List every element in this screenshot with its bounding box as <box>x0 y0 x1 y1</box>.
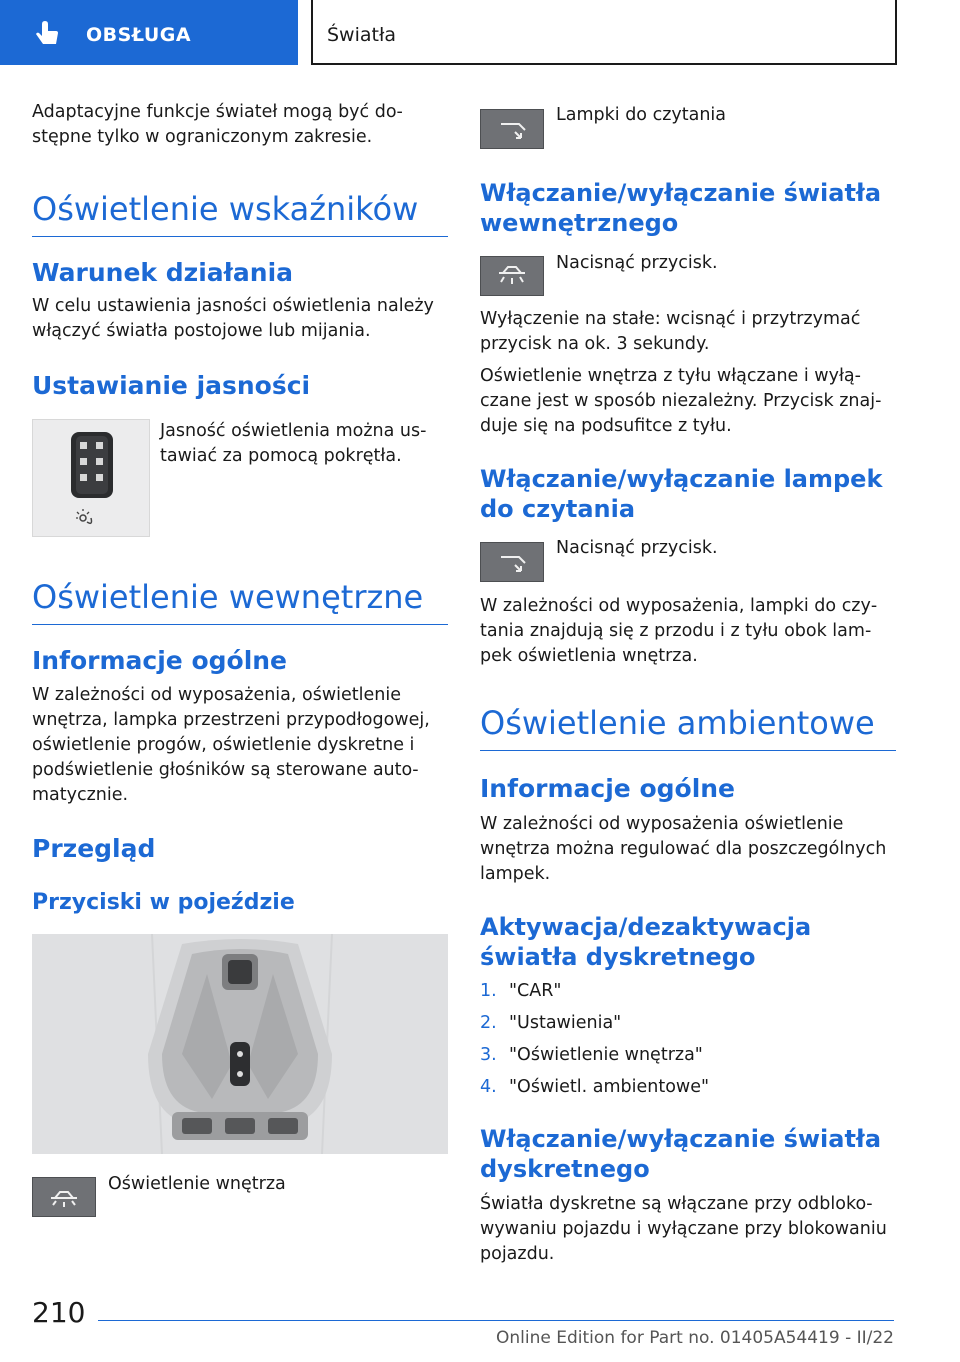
heading-brightness: Ustawianie jasności <box>32 371 311 400</box>
heading-indicator-lighting: Oświetlenie wskaźników <box>32 190 448 237</box>
footer-divider <box>98 1320 894 1321</box>
hand-touch-icon <box>34 20 64 48</box>
interior-light-button-image-2 <box>480 256 544 296</box>
heading-operating-condition: Warunek działania <box>32 258 294 287</box>
heading-overview: Przegląd <box>32 834 156 863</box>
permanent-off-paragraph: Wyłączenie na stałe: wcisnąć i przytrzymać przycisk na ok. 3 sekundy. <box>480 309 861 354</box>
rear-lighting-paragraph: Oświetlenie wnętrza z tyłu włączane i wyłączane jest w sposób niezależny. Przycisk znajduje się na podsufitce z tyłu. <box>480 366 882 436</box>
condition-paragraph: W celu ustawienia jasności oświetlenia należy włączyć światła postojowe lub mijania. <box>32 296 434 341</box>
edition-note: Online Edition for Part no. 01405A54419 - II/22 <box>495 1328 894 1348</box>
list-item: 4. "Oświetl. ambientowe" <box>480 1077 710 1097</box>
page-number: 210 <box>32 1296 86 1329</box>
heading-buttons-in-vehicle: Przyciski w pojeździe <box>32 890 295 915</box>
heading-interior-toggle: Włączanie/wyłączanie światła wewnętrznego <box>480 179 882 237</box>
chapter-title: Światła <box>327 24 397 46</box>
brightness-paragraph: Jasność oświetlenia można ustawiać za pomocą pokrętła. <box>160 421 427 466</box>
section-tab <box>0 0 298 65</box>
press-button-text-2: Nacisnąć przycisk. <box>556 538 718 558</box>
heading-general-info-right: Informacje ogólne <box>480 774 736 803</box>
list-item: 1. "CAR" <box>480 981 562 1001</box>
press-button-text-1: Nacisnąć przycisk. <box>556 253 718 273</box>
interior-light-button-image <box>32 1177 96 1217</box>
heading-reading-toggle: Włączanie/wyłączanie lampek do czytania <box>480 465 883 523</box>
brightness-dial-image <box>32 419 150 537</box>
heading-discrete-activation: Aktywacja/dezaktywacja światła dyskretnego <box>480 913 812 971</box>
ambient-paragraph: W zależności od wyposażenia oświetlenie wnętrza można regulować dla poszczególnych lampek. <box>480 814 887 884</box>
general-paragraph: W zależności od wyposażenia, oświetlenie wnętrza, lampka przestrzeni przypodłogowej, oświetlenie progów, oświetlenie dyskretne i podświetlenie głośników są sterowane automatycznie. <box>32 685 430 805</box>
reading-lights-paragraph: W zależności od wyposażenia, lampki do czytania znajdują się z przodu i z tyłu obok lampek oświetlenia wnętrza. <box>480 596 878 666</box>
heading-ambient-lighting: Oświetlenie ambientowe <box>480 704 896 751</box>
interior-light-icon <box>33 1178 95 1216</box>
reading-light-button-image <box>480 109 544 149</box>
intro-paragraph: Adaptacyjne funkcje świateł mogą być dostępne tylko w ograniczonym zakresie. <box>32 102 403 147</box>
heading-discrete-toggle: Włączanie/wyłączanie światła dyskretnego <box>480 1125 882 1183</box>
reading-light-icon <box>481 110 543 148</box>
reading-light-button-image-2 <box>480 542 544 582</box>
reading-light-caption: Lampki do czytania <box>556 105 726 125</box>
section-tab-label: OBSŁUGA <box>86 24 192 46</box>
discrete-paragraph: Światła dyskretne są włączane przy odblokowywaniu pojazdu i wyłączane przy blokowaniu pojazdu. <box>480 1194 887 1264</box>
list-item: 2. "Ustawienia" <box>480 1013 622 1033</box>
list-item: 3. "Oświetlenie wnętrza" <box>480 1045 703 1065</box>
reading-light-icon <box>481 543 543 581</box>
heading-interior-lighting: Oświetlenie wewnętrzne <box>32 578 448 625</box>
interior-light-icon <box>481 257 543 295</box>
interior-light-caption: Oświetlenie wnętrza <box>108 1174 286 1194</box>
chapter-header <box>311 0 897 65</box>
overhead-console-image <box>32 934 448 1154</box>
heading-general-info: Informacje ogólne <box>32 646 288 675</box>
